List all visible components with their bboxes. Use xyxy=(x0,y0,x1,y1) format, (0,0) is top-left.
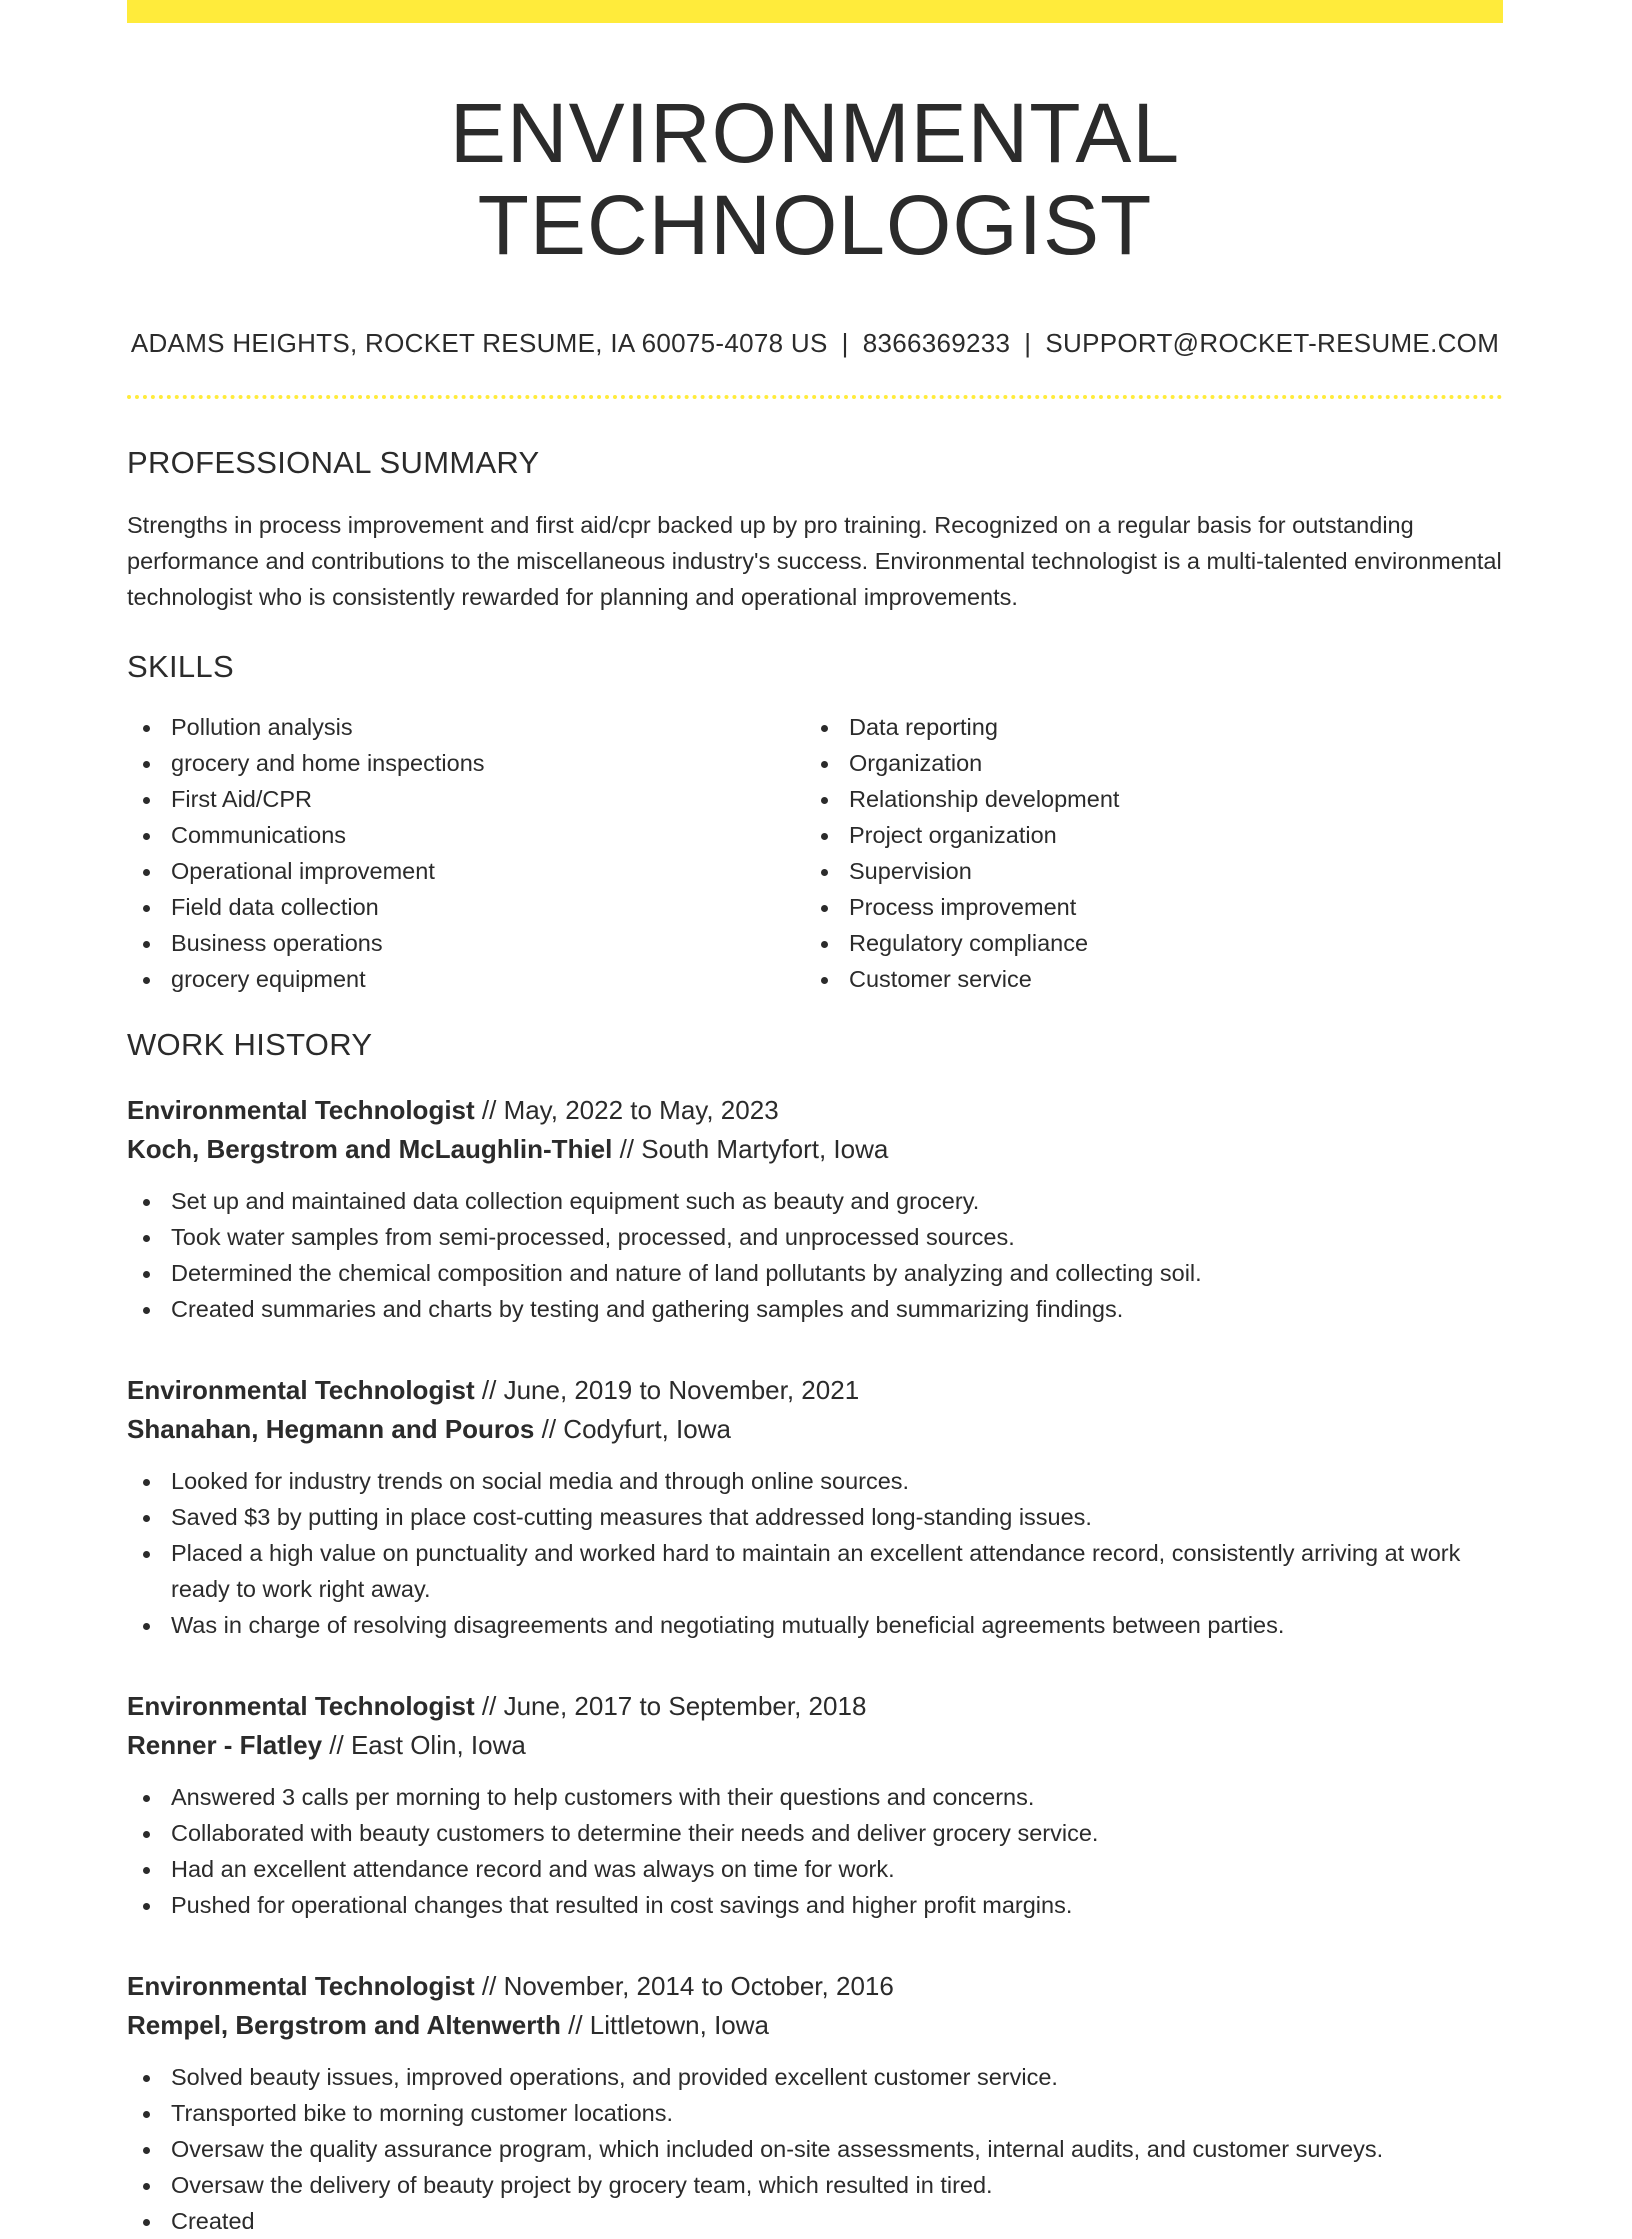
skills-column-left xyxy=(127,709,805,997)
job-company: Rempel, Bergstrom and Altenwerth xyxy=(127,2009,561,2040)
summary-heading: PROFESSIONAL SUMMARY xyxy=(127,444,540,480)
job-bullet: Set up and maintained data collection equipment such as beauty and grocery. xyxy=(127,1183,1503,1219)
job-bullet: Saved $3 by putting in place cost-cutting measures that addressed long-standing issues. xyxy=(127,1499,1503,1535)
resume-page xyxy=(127,0,1503,2239)
job-company: Koch, Bergstrom and McLaughlin-Thiel xyxy=(127,1133,613,1164)
job-bullet: Determined the chemical composition and nature of land pollutants by analyzing and collecting soil. xyxy=(127,1255,1503,1291)
job-entry xyxy=(127,1687,1503,1923)
job-bullets xyxy=(127,1779,1503,1923)
job-bullet: Oversaw the delivery of beauty project by grocery team, which resulted in tired. xyxy=(127,2167,1503,2203)
candidate-name: ENVIRONMENTAL TECHNOLOGIST xyxy=(449,86,1181,273)
skill-item: Field data collection xyxy=(127,889,805,925)
skills-column-right xyxy=(805,709,1483,997)
job-bullet: Placed a high value on punctuality and worked hard to maintain an excellent attendance record, consistently arriving at work ready to work right away. xyxy=(127,1535,1503,1607)
job-bullets xyxy=(127,1463,1503,1643)
skill-item: Supervision xyxy=(805,853,1483,889)
contact-line xyxy=(127,328,1503,359)
skill-item: Communications xyxy=(127,817,805,853)
job-location: // East Olin, Iowa xyxy=(322,1729,526,1760)
skill-item: Process improvement xyxy=(805,889,1483,925)
job-location: // Littletown, Iowa xyxy=(560,2009,769,2040)
skill-item: Organization xyxy=(805,745,1483,781)
skill-item: Regulatory compliance xyxy=(805,925,1483,961)
job-bullet: Pushed for operational changes that resulted in cost savings and higher profit margins. xyxy=(127,1887,1503,1923)
job-bullet: Looked for industry trends on social media and through online sources. xyxy=(127,1463,1503,1499)
job-title-line xyxy=(127,1687,1503,1726)
job-role: Environmental Technologist xyxy=(127,1094,475,1125)
work-history-list xyxy=(127,1091,1503,2239)
job-title-line xyxy=(127,1371,1503,1410)
dotted-divider xyxy=(127,395,1503,399)
skill-item: Relationship development xyxy=(805,781,1483,817)
skills-heading: SKILLS xyxy=(127,648,234,684)
job-bullets xyxy=(127,2059,1503,2239)
job-bullet: Created summaries and charts by testing and gathering samples and summarizing findings. xyxy=(127,1291,1503,1327)
job-dates: // May, 2022 to May, 2023 xyxy=(474,1094,779,1125)
job-bullet: Created xyxy=(127,2203,1503,2239)
skill-item: Pollution analysis xyxy=(127,709,805,745)
skill-item: First Aid/CPR xyxy=(127,781,805,817)
job-bullet: Transported bike to morning customer locations. xyxy=(127,2095,1503,2131)
skill-item: Business operations xyxy=(127,925,805,961)
contact-phone: 8366369233 xyxy=(862,327,1011,358)
skill-item: grocery equipment xyxy=(127,961,805,997)
job-bullet: Had an excellent attendance record and was always on time for work. xyxy=(127,1851,1503,1887)
job-location: // Codyfurt, Iowa xyxy=(534,1413,731,1444)
accent-top-bar xyxy=(127,0,1503,23)
skill-item: grocery and home inspections xyxy=(127,745,805,781)
summary-text: Strengths in process improvement and first aid/cpr backed up by pro training. Recognized on a regular basis for outstanding performance and contributions to the miscellaneous industry's success. Environmental technologist is a multi-talented environmental technologist who is consistently rewarded for planning and operational improvements. xyxy=(127,511,1502,610)
contact-separator: | xyxy=(841,327,849,358)
job-bullet: Was in charge of resolving disagreements and negotiating mutually beneficial agreements between parties. xyxy=(127,1607,1503,1643)
job-dates: // November, 2014 to October, 2016 xyxy=(474,1970,894,2001)
job-company-line xyxy=(127,1130,1503,1169)
job-bullet: Answered 3 calls per morning to help customers with their questions and concerns. xyxy=(127,1779,1503,1815)
skills-list xyxy=(127,709,1503,997)
job-dates: // June, 2019 to November, 2021 xyxy=(474,1374,860,1405)
job-bullet: Solved beauty issues, improved operations, and provided excellent customer service. xyxy=(127,2059,1503,2095)
job-bullet: Collaborated with beauty customers to determine their needs and deliver grocery service. xyxy=(127,1815,1503,1851)
job-entry xyxy=(127,1967,1503,2239)
skill-item: Data reporting xyxy=(805,709,1483,745)
job-bullet: Took water samples from semi-processed, processed, and unprocessed sources. xyxy=(127,1219,1503,1255)
job-role: Environmental Technologist xyxy=(127,1690,475,1721)
job-company: Shanahan, Hegmann and Pouros xyxy=(127,1413,535,1444)
job-title-line xyxy=(127,1967,1503,2006)
job-company-line xyxy=(127,2006,1503,2045)
job-company: Renner - Flatley xyxy=(127,1729,323,1760)
skill-item: Customer service xyxy=(805,961,1483,997)
skill-item: Operational improvement xyxy=(127,853,805,889)
job-bullets xyxy=(127,1183,1503,1327)
skill-item: Project organization xyxy=(805,817,1483,853)
job-company-line xyxy=(127,1410,1503,1449)
job-entry xyxy=(127,1091,1503,1327)
contact-address: ADAMS HEIGHTS, ROCKET RESUME, IA 60075-4078 US xyxy=(130,327,828,358)
job-location: // South Martyfort, Iowa xyxy=(612,1133,889,1164)
job-title-line xyxy=(127,1091,1503,1130)
job-role: Environmental Technologist xyxy=(127,1374,475,1405)
contact-separator: | xyxy=(1024,327,1032,358)
contact-email: SUPPORT@ROCKET-RESUME.COM xyxy=(1045,327,1500,358)
job-company-line xyxy=(127,1726,1503,1765)
job-entry xyxy=(127,1371,1503,1643)
job-dates: // June, 2017 to September, 2018 xyxy=(474,1690,867,1721)
job-role: Environmental Technologist xyxy=(127,1970,475,2001)
job-bullet: Oversaw the quality assurance program, which included on-site assessments, internal audits, and customer surveys. xyxy=(127,2131,1503,2167)
work-history-heading: WORK HISTORY xyxy=(127,1026,373,1062)
